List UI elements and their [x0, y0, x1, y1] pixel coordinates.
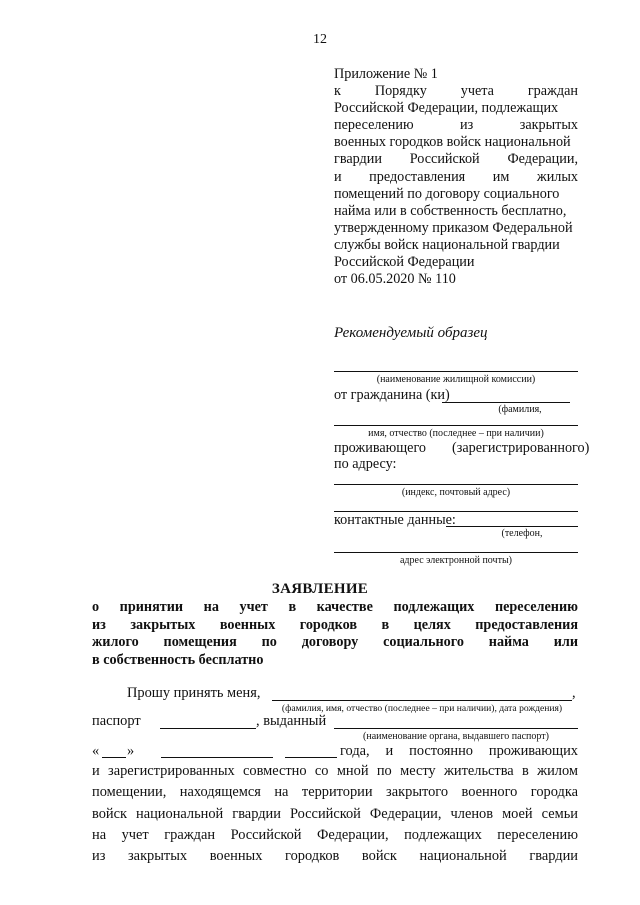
passport-label: паспорт — [92, 713, 141, 729]
body-line: из закрытых военных городков войск национальной гвардии — [92, 848, 578, 865]
quote-close: » — [127, 743, 135, 759]
appendix-line: к Порядку учета граждан — [334, 83, 578, 100]
subject-line: в собственность бесплатно — [92, 652, 264, 669]
citizen-name-line[interactable] — [442, 402, 570, 403]
name-caption: имя, отчество (последнее – при наличии) — [368, 428, 544, 439]
issued-label: , выданный — [256, 713, 327, 729]
passport-number-line[interactable] — [160, 728, 256, 729]
day-line[interactable] — [102, 757, 126, 758]
from-citizen-label: от гражданина (ки) — [334, 387, 450, 403]
date-suffix: года, и постоянно проживающих — [340, 743, 578, 759]
appendix-line: утвержденному приказом Федеральной — [334, 219, 573, 236]
person-caption: (фамилия, имя, отчество (последнее – при наличии), дата рождения) — [281, 703, 563, 714]
registered-label: (зарегистрированного) — [452, 440, 590, 456]
surname-caption: (фамилия, — [498, 404, 542, 415]
recommended-sample-label: Рекомендуемый образец — [334, 325, 488, 341]
page-number: 12 — [313, 32, 327, 47]
person-comma: , — [572, 685, 576, 701]
appendix-line: гвардии Российской Федерации, — [334, 151, 578, 168]
quote-open: « — [92, 743, 100, 759]
appendix-line: военных городков войск национальной — [334, 134, 571, 151]
contacts-label: контактные данные: — [334, 512, 456, 528]
appendix-line: службы войск национальной гвардии — [334, 236, 560, 253]
statement-body — [92, 761, 578, 867]
issuer-caption: (наименование органа, выдавшего паспорт) — [363, 731, 549, 742]
statement-subject — [92, 599, 578, 670]
appendix-line: от 06.05.2020 № 110 — [334, 271, 456, 288]
email-line[interactable] — [334, 552, 578, 553]
contacts-line[interactable] — [446, 526, 578, 527]
body-line: войск национальной гвардии Российской Федерации, членов моей семьи — [92, 805, 578, 822]
address-line[interactable] — [334, 484, 578, 485]
appendix-header — [334, 66, 578, 288]
year-line[interactable] — [285, 757, 337, 758]
issuer-line[interactable] — [334, 728, 578, 729]
body-line: и зарегистрированных совместно со мной по месту жительства в жилом — [92, 763, 578, 779]
body-line: на учет граждан Российской Федерации, подлежащих переселению — [92, 826, 578, 843]
appendix-line: помещений по договору социального — [334, 185, 560, 202]
subject-line: о принятии на учет в качестве подлежащих переселению — [92, 599, 578, 615]
phone-caption: (телефон, — [501, 528, 543, 539]
appendix-line: Приложение № 1 — [334, 66, 438, 82]
commission-name-line[interactable] — [334, 371, 578, 372]
person-line[interactable] — [272, 700, 572, 701]
appendix-line: Российской Федерации — [334, 254, 475, 271]
subject-line: жилого помещения по договору социального найма или — [92, 634, 578, 651]
citizen-name-line-2[interactable] — [334, 425, 578, 426]
appendix-line: переселению из закрытых — [334, 117, 578, 134]
body-line: помещении, находящемся на территории закрытого военного городка — [92, 784, 578, 801]
email-caption: адрес электронной почты) — [399, 555, 512, 566]
address-caption: (индекс, почтовый адрес) — [401, 487, 511, 498]
appendix-line: Российской Федерации, подлежащих — [334, 100, 559, 117]
request-label: Прошу принять меня, — [127, 685, 261, 701]
month-line[interactable] — [161, 757, 273, 758]
commission-caption: (наименование жилищной комиссии) — [376, 374, 536, 385]
residing-label: проживающего — [334, 440, 427, 456]
appendix-line: найма или в собственность бесплатно, — [334, 202, 567, 219]
address-label: по адресу: — [334, 456, 397, 472]
appendix-line: и предоставления им жилых — [334, 168, 578, 185]
statement-title: ЗАЯВЛЕНИЕ — [271, 581, 369, 597]
subject-line: из закрытых военных городков в целях предоставления — [92, 616, 578, 633]
